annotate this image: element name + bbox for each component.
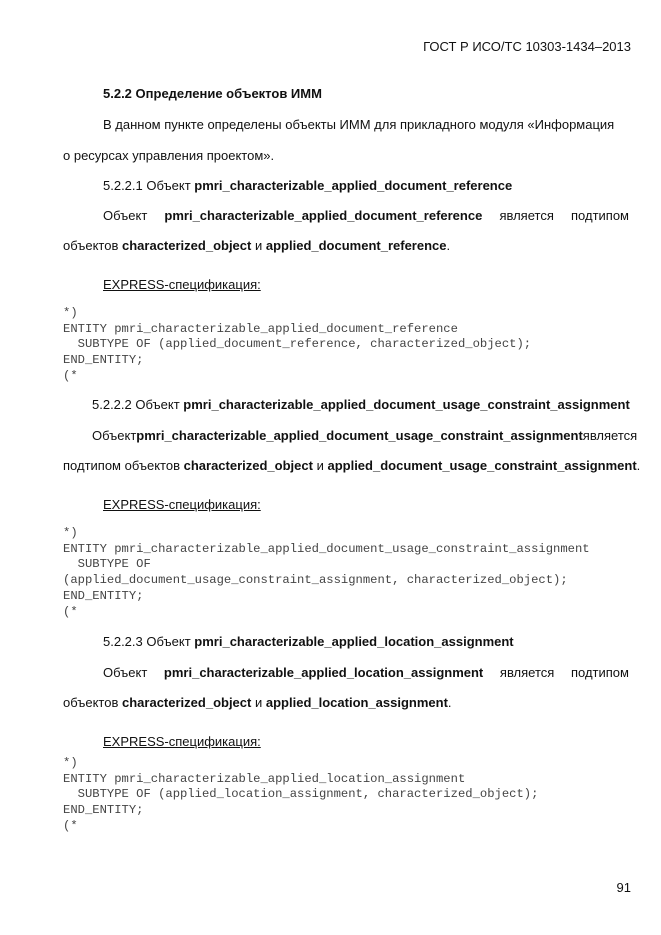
express-code-block: *) ENTITY pmri_characterizable_applied_location_assignment SUBTYPE OF (applied_location_assignment, characterized_object); END_ENTITY; (* bbox=[63, 756, 539, 833]
express-spec-label: EXPRESS-спецификация: bbox=[103, 734, 261, 749]
section-title: Определение объектов ИММ bbox=[135, 86, 322, 101]
subsection-description-line1 bbox=[103, 208, 629, 224]
parent-entity: characterized_object bbox=[183, 458, 313, 473]
subsection-description-line2: подтипом объектов characterized_object и applied_document_usage_constraint_assignment. bbox=[63, 458, 641, 473]
section-number: 5.2.2 bbox=[103, 86, 132, 101]
subsection-entity-name: pmri_characterizable_applied_document_reference bbox=[194, 178, 513, 193]
page-number: 91 bbox=[616, 880, 631, 895]
subsection-heading-word: Объект bbox=[135, 397, 180, 412]
word-and: и bbox=[254, 695, 263, 710]
subsection-description-line2: объектов characterized_object и applied_document_reference. bbox=[63, 238, 451, 253]
subsection-heading-word: Объект bbox=[146, 178, 191, 193]
word-is: является bbox=[582, 428, 638, 443]
subsection-number: 5.2.2.1 bbox=[103, 178, 143, 193]
intro-paragraph-line2: о ресурсах управления проектом». bbox=[63, 148, 275, 163]
word-and: и bbox=[254, 238, 263, 253]
document-header: ГОСТ Р ИСО/ТС 10303-1434–2013 bbox=[423, 39, 631, 54]
express-spec-label: EXPRESS-спецификация: bbox=[103, 497, 261, 512]
subsection-description-line2: объектов characterized_object и applied_location_assignment. bbox=[63, 695, 452, 710]
subtype-of-objects-text: подтипом объектов bbox=[63, 458, 180, 473]
parent-entity: applied_document_reference bbox=[265, 238, 447, 253]
word-object: Объект bbox=[103, 208, 148, 223]
express-code-block: *) ENTITY pmri_characterizable_applied_document_usage_constraint_assignment SUBTYPE OF (applied_document_usage_constraint_assignment, characterized_object); END_ENTITY; (* bbox=[63, 526, 590, 619]
subsection-heading-word: Объект bbox=[146, 634, 191, 649]
subsection-entity-name: pmri_characterizable_applied_document_usage_constraint_assignment bbox=[183, 397, 630, 412]
parent-entity: characterized_object bbox=[122, 695, 252, 710]
word-and: и bbox=[316, 458, 324, 473]
word-objects: объектов bbox=[63, 238, 119, 253]
subsection-number: 5.2.2.2 bbox=[92, 397, 132, 412]
parent-entity: characterized_object bbox=[122, 238, 252, 253]
section-heading bbox=[103, 86, 322, 102]
word-subtype: подтипом bbox=[571, 208, 629, 223]
express-spec-label: EXPRESS-спецификация: bbox=[103, 277, 261, 292]
subsection-entity-name: pmri_characterizable_applied_location_assignment bbox=[194, 634, 514, 649]
word-subtype: подтипом bbox=[570, 665, 629, 680]
subsection-description-line1 bbox=[103, 665, 629, 681]
word-is: является bbox=[499, 665, 555, 680]
word-objects: объектов bbox=[63, 695, 119, 710]
intro-paragraph-line1: В данном пункте определены объекты ИММ для прикладного модуля «Информация bbox=[103, 117, 615, 132]
word-object: Объект bbox=[92, 428, 137, 443]
subsection-number: 5.2.2.3 bbox=[103, 634, 143, 649]
subsection-heading bbox=[103, 634, 514, 650]
entity-name: pmri_characterizable_applied_document_usage_constraint_assignment bbox=[136, 428, 583, 443]
parent-entity: applied_document_usage_constraint_assignment bbox=[327, 458, 637, 473]
express-code-block: *) ENTITY pmri_characterizable_applied_document_reference SUBTYPE OF (applied_document_reference, characterized_object); END_ENTITY; (* bbox=[63, 306, 532, 383]
entity-name: pmri_characterizable_applied_location_assignment bbox=[163, 665, 484, 680]
subsection-heading bbox=[92, 397, 630, 413]
parent-entity: applied_location_assignment bbox=[265, 695, 448, 710]
word-object: Объект bbox=[103, 665, 148, 680]
subsection-heading bbox=[103, 178, 512, 194]
subsection-description-line1 bbox=[92, 428, 638, 444]
entity-name: pmri_characterizable_applied_document_reference bbox=[164, 208, 483, 223]
word-is: является bbox=[499, 208, 554, 223]
